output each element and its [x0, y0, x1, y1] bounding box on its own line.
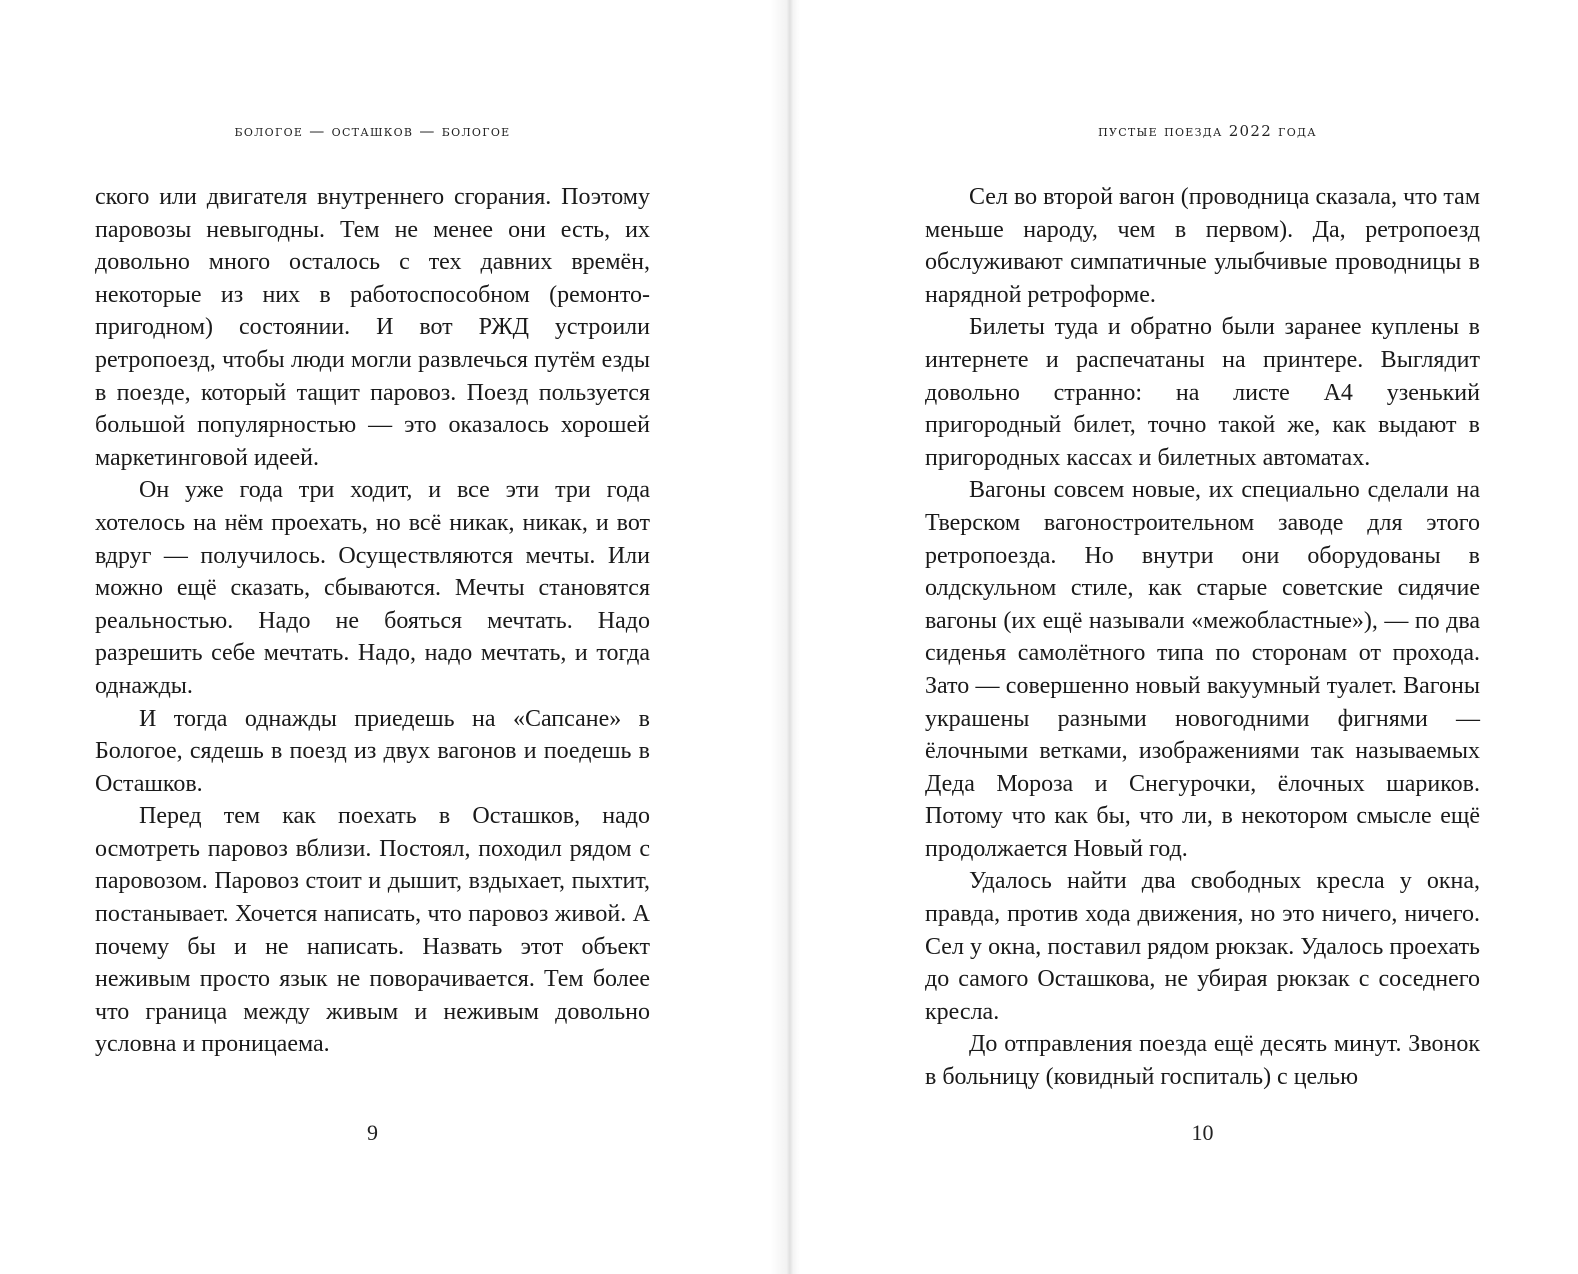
- paragraph: До отправления поезда ещё десять минут. Звонок в больницу (ковидный госпиталь) с целью: [925, 1031, 1480, 1091]
- right-page-text: [925, 181, 1480, 1094]
- paragraph: Билеты туда и обратно были заранее куплены в интернете и распечатаны на принтере. Выглядит довольно странно: на листе А4 узенький пригородный билет, точно такой же, как выдают в пригородных кассах и билетных автоматах.: [925, 314, 1480, 471]
- paragraph: И тогда однажды приедешь на «Сапсане» в Бологое, сядешь в поезд из двух вагонов и поедешь в Осташков.: [95, 705, 650, 797]
- page-number-left: 9: [367, 1120, 378, 1145]
- paragraph: Удалось найти два свободных кресла у окна, правда, против хода движения, но это ничего, ничего. Сел у окна, поставил рядом рюкзак. Удалось проехать до самого Осташкова, не убирая рюкзак с соседнего кресла.: [925, 868, 1480, 1025]
- page-number-right: 10: [1191, 1120, 1214, 1145]
- running-head-right: пустые поезда 2022 года: [1098, 122, 1317, 140]
- paragraph: Он уже года три ходит, и все эти три года хотелось на нём проехать, но всё никак, никак, и вот вдруг — получилось. Осуществляются мечты. Или можно ещё сказать, сбываются. Мечты становятся реальностью. Надо не бояться мечтать. Надо разрешить себе мечтать. Надо, надо мечтать, и тогда однажды.: [95, 477, 650, 699]
- paragraph: Вагоны совсем новые, их специально сделали на Тверском вагоностроительном заводе для этого ретропоезда. Но внутри они оборудованы в олдскульном стиле, как старые советские сидячие вагоны (их ещё называли «межобластные»), — по два сиденья самолётного типа по сторонам от прохода. Зато — совершенно новый вакуумный туалет. Вагоны украшены разными новогодними фигнями — ёлочными ветками, изображениями так называемых Деда Мороза и Снегурочки, ёлочных шариков. Потому что как бы, что ли, в некотором смысле ещё продолжается Новый год.: [925, 477, 1480, 862]
- paragraph: ского или двигателя внутреннего сгорания. Поэтому паровозы невыгодны. Тем не менее они есть, их довольно много осталось с тех давних времён, некоторые из них в работоспособном (ремонто-пригодном) состоянии. И вот РЖД устроили ретропоезд, чтобы люди могли развлечься путём езды в поезде, который тащит паровоз. Поезд пользуется большой популярностью — это оказалось хорошей маркетинговой идеей.: [95, 184, 650, 471]
- paragraph: Перед тем как поехать в Осташков, надо осмотреть паровоз вблизи. Постоял, походил рядом с паровозом. Паровоз стоит и дышит, вздыхает, пыхтит, постанывает. Хочется написать, что паровоз живой. А почему бы и не написать. Назвать этот объект неживым просто язык не поворачивается. Тем более что граница между живым и неживым довольно условна и проницаема.: [95, 803, 650, 1058]
- right-page: [790, 0, 1578, 1274]
- running-head-left: бологое — осташков — бологое: [234, 122, 511, 140]
- left-page-text: [95, 181, 650, 1061]
- book-gutter-shadow: [770, 0, 800, 1274]
- paragraph: Сел во второй вагон (проводница сказала, что там меньше народу, чем в первом). Да, ретропоезд обслуживают симпатичные улыбчивые проводницы в нарядной ретроформе.: [925, 184, 1480, 308]
